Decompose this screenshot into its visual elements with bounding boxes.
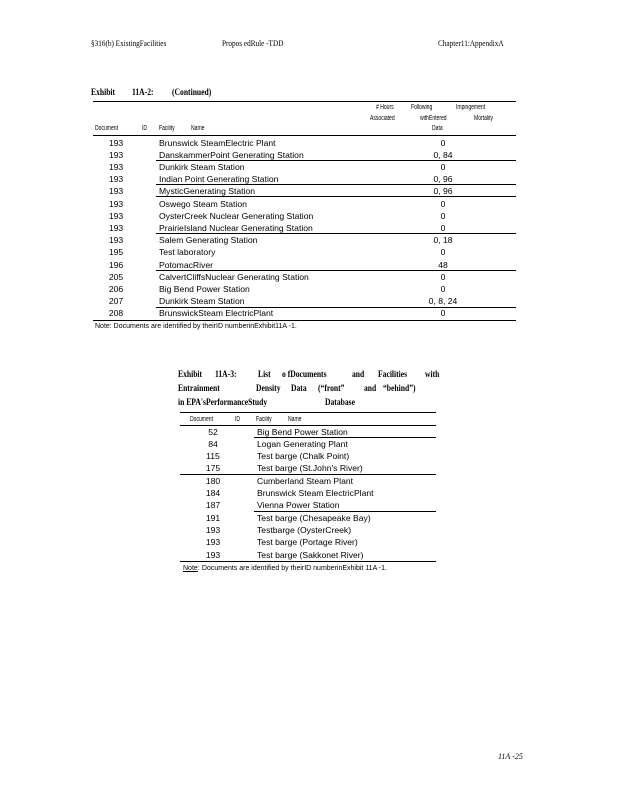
list-item [180,524,436,536]
exhibit2-bottom-rule [93,320,516,321]
hours-value: 0, 8, 24 [428,296,458,307]
hours-value: 0 [440,137,446,148]
exhibit3-note: : Documents are identified by theirID numberinExhibit 11A -1. [198,565,387,572]
ex3-l1-number: 11A-3: [215,370,237,380]
facility-name: Salem Generating Station [159,235,258,246]
facility-name: Brunswick SteamElectric Plant [159,137,276,148]
document-id: 205 [108,271,124,282]
ex3-l2-density: Density [256,384,281,394]
facility-name: PrairieIsland Nuclear Generating Station [159,222,313,233]
document-id: 52 [208,426,218,437]
document-id: 187 [205,500,221,511]
header-right: Chapter11:AppendixA [438,38,504,48]
col-data: Data [432,125,443,132]
ex3-col-id: ID [235,416,241,423]
facility-name: DanskammerPoint Generating Station [159,149,304,160]
document-id: 193 [108,222,124,233]
facility-name: Vienna Power Station [257,500,340,511]
hours-value: 0 [440,271,446,282]
table-row [93,198,516,210]
list-item [180,475,436,487]
document-id: 193 [205,524,221,535]
hours-value: 0 [440,210,446,221]
hours-value: 0, 84 [433,149,453,160]
ex3-col-document: Document [190,416,213,423]
col-impingement: Impingement [456,104,486,111]
facility-name: Big Bend Power Station [257,426,348,437]
col-facility: Facility [159,125,175,132]
table-row [93,210,516,222]
ex3-l3-database: Database [325,398,355,408]
facility-name: Dunkirk Steam Station [159,161,245,172]
exhibit2-group-rule [156,196,516,197]
col-withentered: withEntered [420,115,447,122]
document-id: 193 [205,537,221,548]
document-id: 193 [108,161,124,172]
document-id: 193 [108,186,124,197]
list-item [180,499,436,511]
exhibit2-group-rule [156,184,516,185]
ex3-l2-front: (“front” [318,384,345,394]
exhibit3-group-rule [180,474,436,475]
facility-name: Cumberland Steam Plant [257,475,354,486]
facility-name: Testbarge (OysterCreek) [257,524,352,535]
document-id: 191 [205,512,221,523]
facility-name: Indian Point Generating Station [159,174,279,185]
list-item [180,438,436,450]
ex3-l2-data: Data [291,384,307,394]
list-item [180,536,436,548]
table-row [93,234,516,246]
facility-name: Big Bend Power Station [159,283,250,294]
facility-name: Brunswick Steam ElectricPlant [257,488,374,498]
ex3-col-facility: Facility [256,416,272,423]
document-id: 193 [108,149,124,160]
hours-value: 0 [440,161,446,172]
document-id: 193 [108,235,124,246]
list-item [180,426,436,438]
col-id: ID [142,125,148,132]
exhibit2-number: 11A-2: [132,88,154,98]
hours-value: 0, 96 [433,186,453,197]
exhibit2-label: Exhibit [91,88,116,98]
exhibit2-top-rule [93,101,516,102]
exhibit2-group-rule [156,307,516,308]
document-id: 193 [108,174,124,185]
facility-name: Test barge (Chesapeake Bay) [257,512,371,523]
col-name: Name [191,125,205,132]
exhibit3-bottom-rule [180,561,436,562]
document-id: 207 [108,296,124,307]
table-row [93,271,516,283]
list-item [180,549,436,561]
table-row [93,307,516,319]
exhibit3-note-label: Note [183,565,198,572]
hours-value: 0 [440,247,446,258]
document-id: 193 [108,198,124,209]
hours-value: 0 [440,283,446,294]
facility-name: CalvertCliffsNuclear Generating Station [159,271,309,282]
ex3-l1-with: with [425,370,440,380]
document-id: 206 [108,283,124,294]
facility-name: Test laboratory [159,247,216,258]
ex3-col-name: Name [288,416,302,423]
facility-name: PotomacRiver [159,259,213,270]
facility-name: Logan Generating Plant [257,438,348,449]
document-id: 208 [108,308,124,319]
facility-name: MysticGenerating Station [159,186,256,197]
hours-value: 0 [440,198,446,209]
col-document: Document [95,125,118,132]
table-row [93,283,516,295]
ex3-l1-and: and [352,370,365,380]
table-row [93,161,516,173]
document-id: 193 [205,549,221,560]
ex3-l2-entrainment: Entrainment [178,384,220,394]
facility-name: Test barge (St.John's River) [257,463,363,474]
header-middle: Propos edRule -TDD [222,38,284,48]
ex3-l2-behind: “behind”) [383,384,416,394]
facility-name: OysterCreek Nuclear Generating Station [159,210,314,221]
ex3-l2-and: and [364,384,377,394]
col-following: Following [411,104,433,111]
hours-value: 0 [440,308,446,319]
table-row [93,137,516,149]
facility-name: Test barge (Chalk Point) [257,451,350,462]
page-number: 11A -25 [498,752,523,761]
exhibit2-title: (Continued) [172,88,212,98]
facility-name: Test barge (Portage River) [257,537,358,548]
ex3-l1-of: o fDocuments [282,370,327,380]
document-id: 196 [108,259,124,270]
hours-value: 48 [438,259,448,270]
exhibit3-top-rule [180,412,436,413]
document-id: 84 [208,438,218,449]
list-item [180,512,436,524]
facility-name: BrunswickSteam ElectricPlant [159,308,274,319]
document-id: 193 [108,137,124,148]
document-id: 193 [108,210,124,221]
header-left: §316(b) ExistingFacilities [91,38,167,48]
document-id: 184 [205,488,221,498]
table-row [93,295,516,307]
exhibit3-group-rule [254,511,436,512]
facility-name: Dunkirk Steam Station [159,296,245,307]
table-row [93,246,516,258]
exhibit2-note: Note: Documents are identified by theirID numberinExhibit11A -1. [95,323,297,330]
ex3-l1-list: List [258,370,271,380]
document-id: 195 [108,247,124,258]
document-id: 175 [205,463,221,474]
list-item [180,450,436,462]
exhibit2-group-rule [156,233,516,234]
col-hours: # Hours [376,104,394,111]
facility-name: Test barge (Sakkonet River) [257,549,364,560]
exhibit2-group-rule [156,270,516,271]
ex3-l3-in: in EPA'sPerformanceStudy [178,398,268,408]
document-id: 115 [206,451,220,462]
ex3-l1-exhibit: Exhibit [178,370,203,380]
hours-value: 0, 18 [433,235,453,246]
hours-value: 0, 96 [433,174,453,185]
hours-value: 0 [440,222,446,233]
ex3-l1-facilities: Facilities [378,370,408,380]
col-mortality: Mortality [474,115,494,122]
exhibit3-group-rule [254,437,436,438]
facility-name: Oswego Steam Station [159,198,247,209]
document-id: 180 [205,475,221,486]
list-item [180,462,436,474]
exhibit2-group-rule [156,160,516,161]
table-row [93,149,516,161]
col-associated: Associated [370,115,395,122]
list-item [180,487,436,499]
table-row [93,259,516,271]
